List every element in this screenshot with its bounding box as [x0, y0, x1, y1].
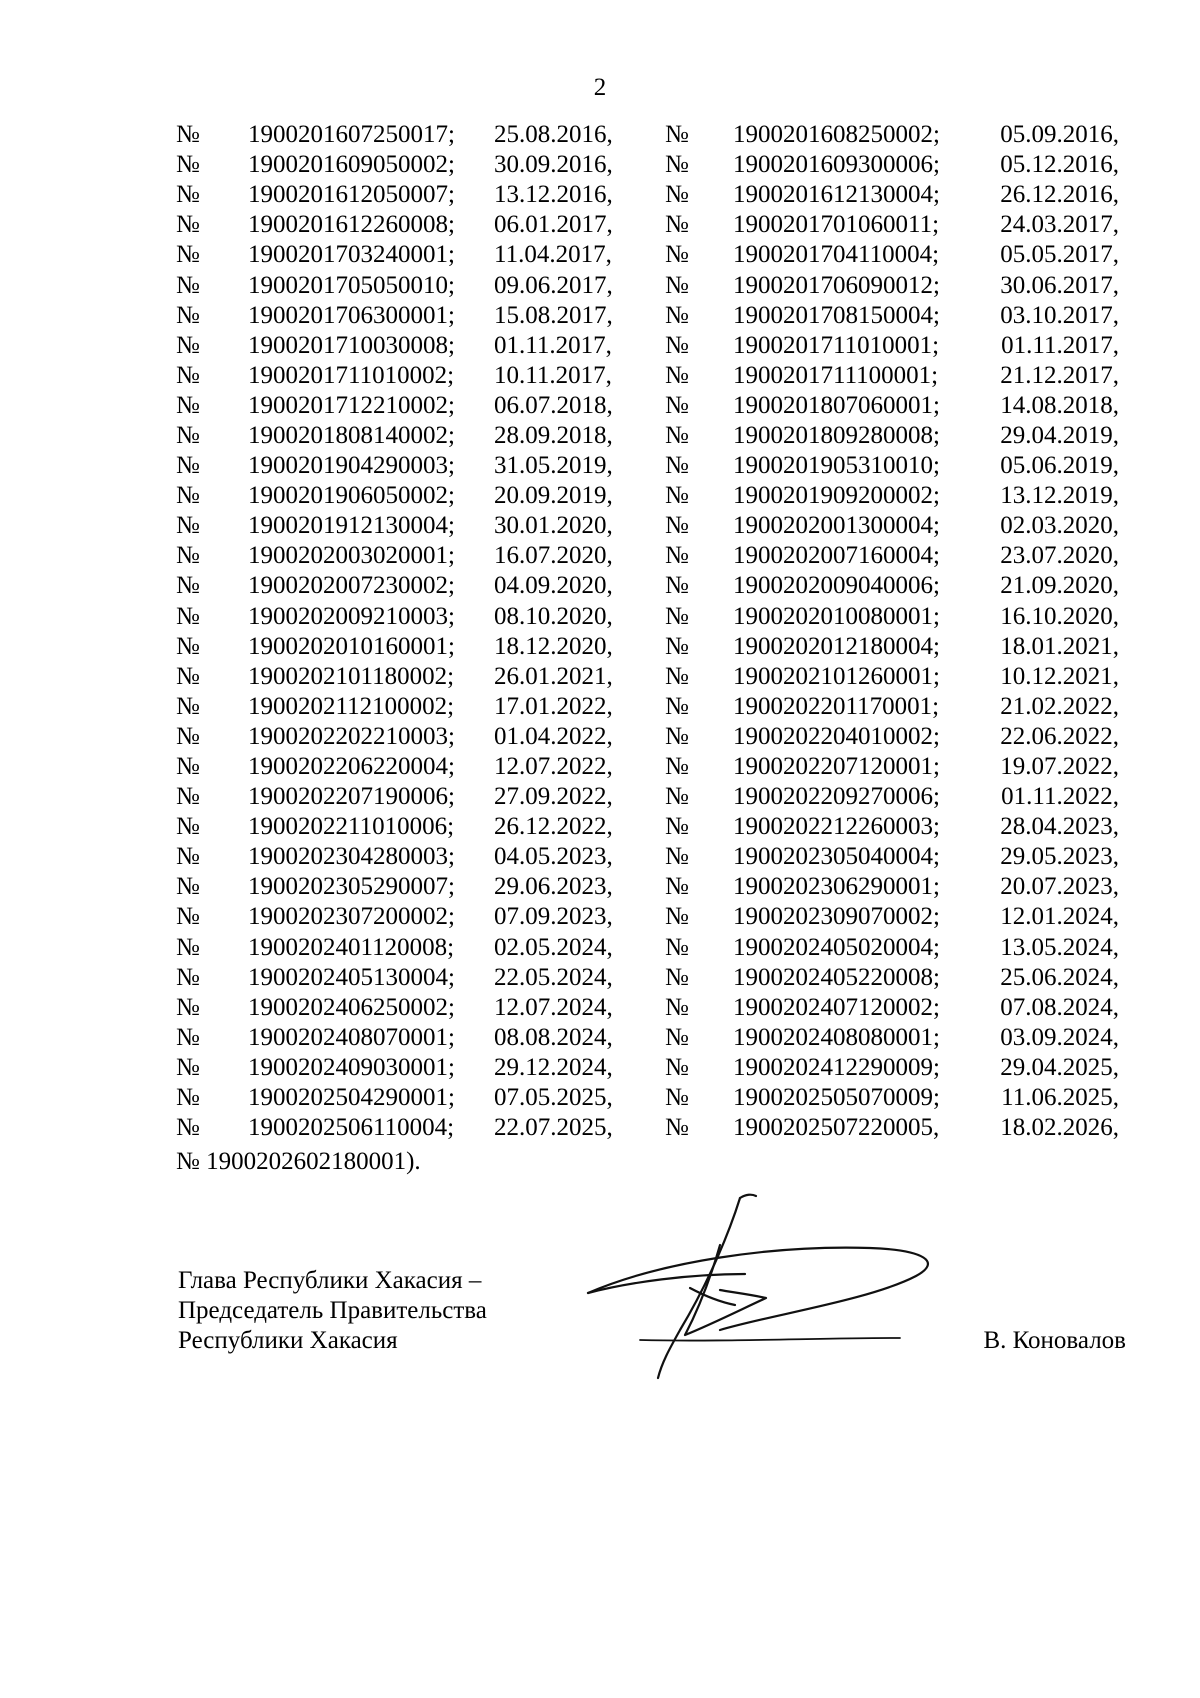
registration-number: 1900202009040006; — [733, 572, 940, 600]
registration-number: 1900202003020001; — [248, 542, 455, 570]
registration-number: 1900202309070002; — [733, 903, 940, 931]
table-row — [176, 210, 1119, 240]
registration-date: 21.12.2017, — [1000, 361, 1119, 389]
number-sign: № — [176, 963, 200, 991]
registration-number: 1900202207120001; — [733, 753, 940, 781]
registration-date: 18.02.2026, — [1000, 1114, 1119, 1142]
table-row — [176, 240, 1119, 270]
registration-number: 1900201705050010; — [248, 271, 455, 299]
number-sign: № — [176, 1084, 200, 1112]
registration-date: 11.04.2017, — [494, 241, 612, 269]
number-sign: № — [665, 512, 689, 540]
table-row — [176, 391, 1119, 421]
registration-date: 01.04.2022, — [494, 722, 613, 750]
table-row — [176, 752, 1119, 782]
registration-date: 16.10.2020, — [1000, 602, 1119, 630]
number-sign: № — [665, 602, 689, 630]
number-sign: № — [176, 482, 200, 510]
number-sign: № — [176, 692, 200, 720]
registration-number: 1900201712210002; — [248, 391, 455, 419]
table-row — [176, 963, 1119, 993]
number-sign: № — [665, 753, 689, 781]
table-row — [176, 541, 1119, 571]
registration-number: 1900202408070001; — [248, 1023, 455, 1051]
registration-date: 07.09.2023, — [494, 903, 613, 931]
registration-date: 10.12.2021, — [1000, 662, 1119, 690]
registration-number: 1900202408080001; — [733, 1023, 940, 1051]
registration-date: 08.10.2020, — [494, 602, 613, 630]
number-sign: № — [665, 301, 689, 329]
registration-date: 29.12.2024, — [494, 1053, 613, 1081]
registration-date: 17.01.2022, — [494, 692, 613, 720]
registration-numbers-table — [176, 120, 1119, 1143]
registration-date: 12.07.2022, — [494, 753, 613, 781]
number-sign: № — [176, 933, 200, 961]
number-sign: № — [665, 361, 689, 389]
table-row — [176, 602, 1119, 632]
number-sign: № — [665, 271, 689, 299]
registration-date: 25.08.2016, — [494, 121, 613, 149]
registration-date: 13.12.2019, — [1000, 482, 1119, 510]
number-sign: № — [176, 1023, 200, 1051]
table-row — [176, 1113, 1119, 1143]
registration-number: 1900202505070009; — [733, 1084, 940, 1112]
registration-date: 06.01.2017, — [494, 211, 613, 239]
number-sign: № — [665, 903, 689, 931]
registration-date: 21.09.2020, — [1000, 572, 1119, 600]
registration-number: 1900202305290007; — [248, 873, 455, 901]
number-sign: № — [176, 813, 200, 841]
registration-date: 29.06.2023, — [494, 873, 613, 901]
number-sign: № — [176, 151, 200, 179]
registration-number: 1900201905310010; — [733, 452, 940, 480]
number-sign: № — [665, 391, 689, 419]
registration-date: 05.12.2016, — [1000, 151, 1119, 179]
registration-number: 1900201609300006; — [733, 151, 940, 179]
registration-number: 1900202209270006; — [733, 783, 940, 811]
table-row — [176, 632, 1119, 662]
number-sign: № — [176, 722, 200, 750]
number-sign: № — [665, 452, 689, 480]
registration-date: 06.07.2018, — [494, 391, 613, 419]
registration-date: 28.09.2018, — [494, 421, 613, 449]
table-row — [176, 1023, 1119, 1053]
registration-number: 1900202001300004; — [733, 512, 940, 540]
registration-date: 15.08.2017, — [494, 301, 613, 329]
registration-number: 1900202405220008; — [733, 963, 940, 991]
registration-date: 07.05.2025, — [494, 1084, 613, 1112]
table-row — [176, 481, 1119, 511]
number-sign: № — [665, 241, 689, 269]
table-row — [176, 571, 1119, 601]
number-sign: № — [176, 181, 200, 209]
number-sign: № — [176, 331, 200, 359]
number-sign: № — [176, 241, 200, 269]
registration-date: 02.03.2020, — [1000, 512, 1119, 540]
table-row — [176, 421, 1119, 451]
registration-number: 1900201711100001; — [733, 361, 939, 389]
registration-number: 1900201711010001; — [733, 331, 940, 359]
signatory-name: В. Коновалов — [983, 1327, 1126, 1354]
registration-number: 1900202012180004; — [733, 632, 940, 660]
number-sign: № — [176, 421, 200, 449]
registration-numbers-body — [176, 120, 1119, 1143]
number-sign: № — [176, 602, 200, 630]
registration-date: 25.06.2024, — [1000, 963, 1119, 991]
registration-number: 1900202412290009; — [733, 1053, 940, 1081]
number-sign: № — [176, 903, 200, 931]
table-row — [176, 331, 1119, 361]
number-sign: № — [176, 873, 200, 901]
number-sign: № — [176, 391, 200, 419]
registration-date: 08.08.2024, — [494, 1023, 613, 1051]
registration-date: 05.05.2017, — [1000, 241, 1119, 269]
registration-number: 1900201704110004; — [733, 241, 940, 269]
registration-date: 27.09.2022, — [494, 783, 613, 811]
registration-number: 1900202407120002; — [733, 993, 940, 1021]
number-sign: № — [176, 542, 200, 570]
table-row — [176, 120, 1119, 150]
registration-date: 30.06.2017, — [1000, 271, 1119, 299]
registration-date: 18.01.2021, — [1000, 632, 1119, 660]
registration-number: 1900202206220004; — [248, 753, 455, 781]
number-sign: № — [176, 1053, 200, 1081]
registration-date: 11.06.2025, — [1001, 1084, 1119, 1112]
registration-date: 04.09.2020, — [494, 572, 613, 600]
registration-number: 1900201706090012; — [733, 271, 940, 299]
registration-date: 01.11.2022, — [1001, 783, 1119, 811]
registration-date: 20.07.2023, — [1000, 873, 1119, 901]
registration-date: 23.07.2020, — [1000, 542, 1119, 570]
registration-date: 28.04.2023, — [1000, 813, 1119, 841]
registration-number: 1900202306290001; — [733, 873, 940, 901]
number-sign: № — [665, 1023, 689, 1051]
registration-number: 1900201608250002; — [733, 121, 940, 149]
table-row — [176, 451, 1119, 481]
registration-number: 1900202507220005, — [733, 1114, 940, 1142]
number-sign: № — [665, 482, 689, 510]
registration-number: 1900202101180002; — [248, 662, 455, 690]
registration-date: 10.11.2017, — [494, 361, 612, 389]
registration-date: 22.05.2024, — [494, 963, 613, 991]
handwritten-signature — [570, 1190, 950, 1380]
number-sign: № — [665, 963, 689, 991]
table-row — [176, 993, 1119, 1023]
registration-date: 26.01.2021, — [494, 662, 613, 690]
registration-number: 1900201906050002; — [248, 482, 455, 510]
registration-number: 1900201612130004; — [733, 181, 940, 209]
registration-number: 1900202010080001; — [733, 602, 940, 630]
registration-date: 01.11.2017, — [494, 331, 612, 359]
number-sign: № — [665, 211, 689, 239]
number-sign: № — [176, 1114, 200, 1142]
number-sign: № — [176, 512, 200, 540]
number-sign: № — [176, 783, 200, 811]
registration-number: 1900201706300001; — [248, 301, 455, 329]
registration-number: 1900202401120008; — [248, 933, 455, 961]
number-sign: № — [665, 632, 689, 660]
registration-date: 31.05.2019, — [494, 452, 613, 480]
registration-number: 1900201909200002; — [733, 482, 940, 510]
registration-number: 1900202201170001; — [733, 692, 940, 720]
number-sign: № — [176, 572, 200, 600]
registration-number: 1900202010160001; — [248, 632, 455, 660]
registration-number: 1900201711010002; — [248, 361, 455, 389]
number-sign: № — [665, 783, 689, 811]
registration-date: 20.09.2019, — [494, 482, 613, 510]
table-row — [176, 301, 1119, 331]
registration-number: 1900201809280008; — [733, 421, 940, 449]
final-entry: № 1900202602180001). — [176, 1148, 421, 1175]
number-sign: № — [176, 211, 200, 239]
number-sign: № — [176, 993, 200, 1021]
registration-number: 1900202009210003; — [248, 602, 455, 630]
registration-date: 26.12.2016, — [1000, 181, 1119, 209]
number-sign: № — [665, 1053, 689, 1081]
registration-number: 1900202112100002; — [248, 692, 455, 720]
table-row — [176, 842, 1119, 872]
registration-date: 22.07.2025, — [494, 1114, 613, 1142]
registration-number: 1900201808140002; — [248, 421, 455, 449]
number-sign: № — [176, 361, 200, 389]
registration-date: 30.09.2016, — [494, 151, 613, 179]
number-sign: № — [176, 452, 200, 480]
registration-number: 1900202304280003; — [248, 843, 455, 871]
table-row — [176, 511, 1119, 541]
table-row — [176, 812, 1119, 842]
number-sign: № — [176, 121, 200, 149]
registration-date: 16.07.2020, — [494, 542, 613, 570]
number-sign: № — [665, 572, 689, 600]
table-row — [176, 150, 1119, 180]
registration-date: 19.07.2022, — [1000, 753, 1119, 781]
signatory-title-line: Председатель Правительства — [178, 1297, 487, 1324]
table-row — [176, 782, 1119, 812]
registration-date: 07.08.2024, — [1000, 993, 1119, 1021]
registration-number: 1900201701060011; — [733, 211, 940, 239]
signatory-title-block — [178, 1266, 487, 1356]
registration-date: 21.02.2022, — [1000, 692, 1119, 720]
number-sign: № — [665, 662, 689, 690]
number-sign: № — [176, 301, 200, 329]
registration-number: 1900202405020004; — [733, 933, 940, 961]
registration-date: 12.07.2024, — [494, 993, 613, 1021]
registration-date: 05.06.2019, — [1000, 452, 1119, 480]
number-sign: № — [176, 843, 200, 871]
number-sign: № — [665, 692, 689, 720]
number-sign: № — [665, 1114, 689, 1142]
registration-number: 1900201607250017; — [248, 121, 455, 149]
registration-date: 22.06.2022, — [1000, 722, 1119, 750]
number-sign: № — [665, 993, 689, 1021]
registration-number: 1900202305040004; — [733, 843, 940, 871]
registration-date: 05.09.2016, — [1000, 121, 1119, 149]
table-row — [176, 1053, 1119, 1083]
registration-number: 1900202212260003; — [733, 813, 940, 841]
registration-date: 01.11.2017, — [1001, 331, 1119, 359]
number-sign: № — [176, 753, 200, 781]
registration-number: 1900202202210003; — [248, 722, 455, 750]
number-sign: № — [665, 181, 689, 209]
number-sign: № — [665, 1084, 689, 1112]
registration-number: 1900201609050002; — [248, 151, 455, 179]
number-sign: № — [665, 421, 689, 449]
signatory-title-line: Республики Хакасия — [178, 1327, 398, 1354]
registration-number: 1900202101260001; — [733, 662, 940, 690]
number-sign: № — [176, 662, 200, 690]
registration-date: 13.05.2024, — [1000, 933, 1119, 961]
registration-number: 1900201912130004; — [248, 512, 455, 540]
number-sign: № — [176, 632, 200, 660]
registration-number: 1900202409030001; — [248, 1053, 455, 1081]
number-sign: № — [665, 873, 689, 901]
registration-number: 1900202007160004; — [733, 542, 940, 570]
registration-date: 29.04.2019, — [1000, 421, 1119, 449]
table-row — [176, 270, 1119, 300]
registration-date: 12.01.2024, — [1000, 903, 1119, 931]
registration-date: 18.12.2020, — [494, 632, 613, 660]
table-row — [176, 902, 1119, 932]
table-row — [176, 722, 1119, 752]
registration-date: 03.09.2024, — [1000, 1023, 1119, 1051]
registration-number: 1900201710030008; — [248, 331, 455, 359]
registration-number: 1900202504290001; — [248, 1084, 455, 1112]
table-row — [176, 692, 1119, 722]
registration-number: 1900202307200002; — [248, 903, 455, 931]
page-number: 2 — [593, 74, 607, 101]
number-sign: № — [665, 813, 689, 841]
registration-date: 13.12.2016, — [494, 181, 613, 209]
registration-number: 1900202406250002; — [248, 993, 455, 1021]
number-sign: № — [665, 151, 689, 179]
registration-date: 04.05.2023, — [494, 843, 613, 871]
registration-date: 29.04.2025, — [1000, 1053, 1119, 1081]
registration-date: 29.05.2023, — [1000, 843, 1119, 871]
table-row — [176, 1083, 1119, 1113]
registration-date: 26.12.2022, — [494, 813, 613, 841]
table-row — [176, 933, 1119, 963]
registration-number: 1900201703240001; — [248, 241, 455, 269]
number-sign: № — [665, 933, 689, 961]
registration-number: 1900201612260008; — [248, 211, 455, 239]
number-sign: № — [665, 843, 689, 871]
registration-date: 30.01.2020, — [494, 512, 613, 540]
registration-number: 1900201612050007; — [248, 181, 455, 209]
registration-number: 1900202207190006; — [248, 783, 455, 811]
registration-number: 1900202211010006; — [248, 813, 455, 841]
registration-date: 03.10.2017, — [1000, 301, 1119, 329]
registration-date: 14.08.2018, — [1000, 391, 1119, 419]
registration-number: 1900202007230002; — [248, 572, 455, 600]
registration-number: 1900202405130004; — [248, 963, 455, 991]
registration-date: 02.05.2024, — [494, 933, 613, 961]
registration-number: 1900201807060001; — [733, 391, 940, 419]
number-sign: № — [176, 271, 200, 299]
number-sign: № — [665, 331, 689, 359]
registration-number: 1900202204010002; — [733, 722, 940, 750]
number-sign: № — [665, 542, 689, 570]
registration-date: 24.03.2017, — [1000, 211, 1119, 239]
table-row — [176, 662, 1119, 692]
registration-number: 1900201904290003; — [248, 452, 455, 480]
number-sign: № — [665, 121, 689, 149]
signatory-title-line: Глава Республики Хакасия – — [178, 1267, 482, 1294]
registration-date: 09.06.2017, — [494, 271, 613, 299]
registration-number: 1900201708150004; — [733, 301, 940, 329]
table-row — [176, 180, 1119, 210]
number-sign: № — [665, 722, 689, 750]
registration-number: 1900202506110004; — [248, 1114, 455, 1142]
table-row — [176, 361, 1119, 391]
table-row — [176, 872, 1119, 902]
